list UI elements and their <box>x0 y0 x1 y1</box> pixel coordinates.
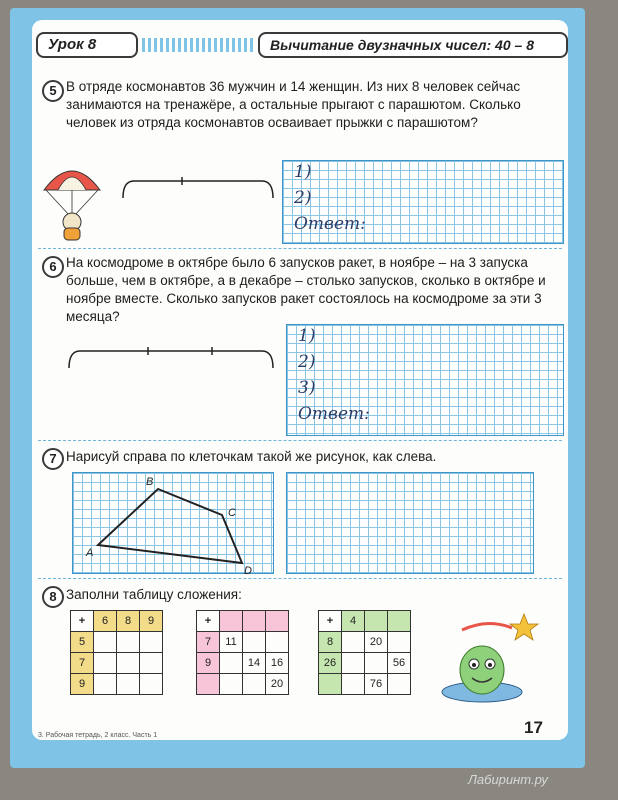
task-7-text: Нарисуй справа по клеточкам такой же рисунок, как слева. <box>66 449 437 464</box>
divider <box>38 440 562 441</box>
table-cell[interactable] <box>117 674 140 695</box>
addition-table-2 <box>196 610 289 695</box>
column-header: 8 <box>117 611 140 632</box>
task-7-drawing-grid[interactable] <box>286 472 534 574</box>
divider <box>38 248 562 249</box>
task-6-segment-diagram <box>66 346 276 372</box>
task-6-number: 6 <box>42 256 64 278</box>
page-content <box>32 20 568 740</box>
quadrilateral-figure <box>72 472 282 582</box>
task-6-step-1: 1) <box>298 326 316 346</box>
table-cell[interactable]: 20 <box>365 632 388 653</box>
addition-table-3 <box>318 610 411 695</box>
table-cell[interactable] <box>220 674 243 695</box>
divider <box>38 578 562 579</box>
table-cell[interactable] <box>94 674 117 695</box>
task-5-text: В отряде космонавтов 36 мужчин и 14 женщин. Из них 8 человек сейчас занимаются на тренажёре, а остальные прыгают с парашютом. Сколько человек из отряда космонавтов осваивает прыжки с парашютом? <box>66 79 521 130</box>
task-5-segment-diagram <box>120 176 276 202</box>
point-d-label: D <box>244 565 252 577</box>
row-header: 7 <box>197 632 220 653</box>
table-cell[interactable]: 11 <box>220 632 243 653</box>
alien-illustration <box>428 608 548 712</box>
column-header[interactable] <box>365 611 388 632</box>
header-stripes <box>142 38 254 52</box>
column-header[interactable] <box>266 611 289 632</box>
shooting-star-icon <box>510 614 538 640</box>
task-5-number: 5 <box>42 80 64 102</box>
table-cell[interactable] <box>243 674 266 695</box>
task-6-text: На космодроме в октябре было 6 запусков ракет, в ноябре – на 3 запуска больше, чем в октябре, а в декабре – столько запусков, сколько в октябре и ноябре вместе. Сколько запусков ракет состоялось на космодроме за эти 3 месяца? <box>66 255 546 324</box>
task-5-step-2: 2) <box>294 188 312 208</box>
column-header: 6 <box>94 611 117 632</box>
table-cell[interactable] <box>243 632 266 653</box>
table-cell[interactable] <box>342 632 365 653</box>
point-c-label: C <box>228 507 236 519</box>
table-cell[interactable] <box>94 653 117 674</box>
task-5-answer-label: Ответ: <box>294 214 366 234</box>
row-header: 7 <box>71 653 94 674</box>
table-cell[interactable]: 14 <box>243 653 266 674</box>
row-header: 8 <box>319 632 342 653</box>
row-header[interactable] <box>197 674 220 695</box>
row-header: 9 <box>71 674 94 695</box>
table-cell[interactable] <box>140 674 163 695</box>
task-6-step-3: 3) <box>298 378 316 398</box>
table-cell[interactable]: 16 <box>266 653 289 674</box>
table-cell[interactable] <box>342 653 365 674</box>
column-header[interactable] <box>220 611 243 632</box>
task-8-text: Заполни таблицу сложения: <box>66 587 242 602</box>
point-b-label: B <box>146 476 154 488</box>
plus-sign: + <box>197 611 220 632</box>
table-cell[interactable] <box>342 674 365 695</box>
lesson-label: Урок 8 <box>36 32 138 58</box>
addition-table-1 <box>70 610 163 695</box>
table-cell[interactable] <box>117 632 140 653</box>
parachutist-illustration <box>38 158 106 242</box>
row-header: 9 <box>197 653 220 674</box>
table-cell[interactable] <box>140 632 163 653</box>
task-6-step-2: 2) <box>298 352 316 372</box>
table-cell[interactable] <box>388 674 411 695</box>
row-header: 26 <box>319 653 342 674</box>
page-number: 17 <box>524 718 543 737</box>
column-header[interactable] <box>243 611 266 632</box>
footer-book-title: 3. Рабочая тетрадь, 2 класс. Часть 1 <box>38 732 158 739</box>
column-header: 9 <box>140 611 163 632</box>
table-cell[interactable]: 56 <box>388 653 411 674</box>
plus-sign: + <box>319 611 342 632</box>
table-cell[interactable] <box>220 653 243 674</box>
workbook-page <box>10 8 585 768</box>
column-header[interactable] <box>388 611 411 632</box>
task-7-number: 7 <box>42 448 64 470</box>
table-cell[interactable]: 20 <box>266 674 289 695</box>
lesson-topic: Вычитание двузначных чисел: 40 – 8 <box>258 32 568 58</box>
table-cell[interactable] <box>94 632 117 653</box>
table-cell[interactable]: 76 <box>365 674 388 695</box>
column-header: 4 <box>342 611 365 632</box>
watermark: Лабиринт.ру <box>468 772 548 787</box>
point-a-label: A <box>86 547 94 559</box>
table-cell[interactable] <box>365 653 388 674</box>
table-cell[interactable] <box>388 632 411 653</box>
table-cell[interactable] <box>266 632 289 653</box>
row-header[interactable] <box>319 674 342 695</box>
task-8-number: 8 <box>42 586 64 608</box>
task-6-answer-label: Ответ: <box>298 404 370 424</box>
task-5-step-1: 1) <box>294 162 312 182</box>
table-cell[interactable] <box>117 653 140 674</box>
row-header: 5 <box>71 632 94 653</box>
plus-sign: + <box>71 611 94 632</box>
table-cell[interactable] <box>140 653 163 674</box>
